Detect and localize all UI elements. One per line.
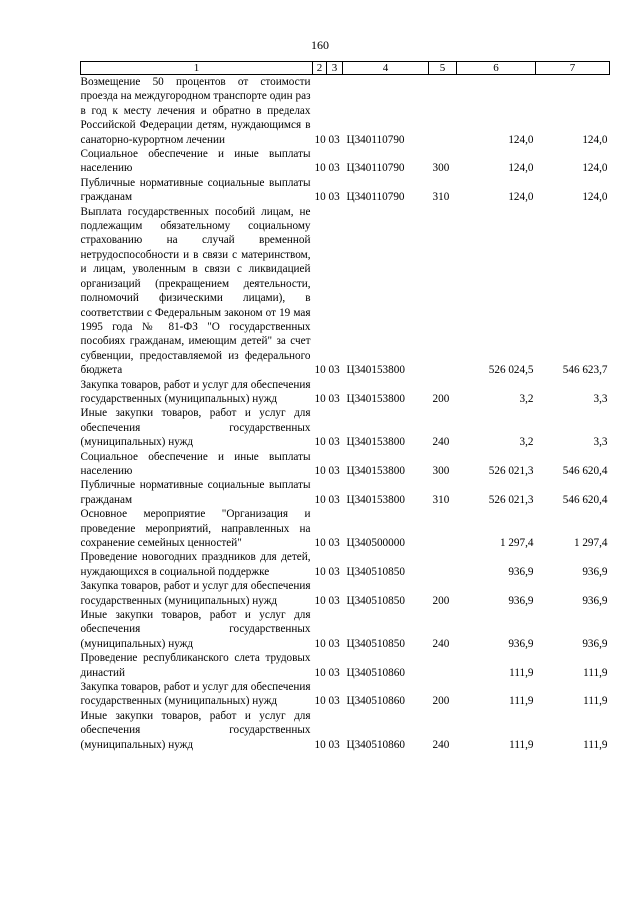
header-col-4: 4 (343, 62, 429, 75)
row-target-code: Ц340510850 (346, 565, 405, 578)
row-value-col7: 124,0 (582, 133, 608, 146)
row-value-col7: 936,9 (582, 594, 608, 607)
table-row (81, 507, 610, 550)
row-value-col6: 936,9 (508, 637, 534, 650)
table-row (81, 680, 610, 709)
row-section: 10 (314, 666, 326, 679)
row-section: 10 (314, 464, 326, 477)
row-value-col6: 124,0 (508, 162, 534, 175)
row-value-col6: 3,2 (519, 436, 534, 449)
row-value-col7: 124,0 (582, 162, 608, 175)
row-target-code: Ц340510860 (346, 666, 405, 679)
row-name: Иные закупки товаров, работ и услуг для обеспечения государственных (муниципальных) нужд (80, 709, 311, 751)
row-name: Закупка товаров, работ и услуг для обеспечения государственных (муниципальных) нужд (80, 681, 311, 708)
row-section: 10 (314, 133, 326, 146)
row-subsection: 03 (328, 493, 340, 506)
row-subsection: 03 (328, 565, 340, 578)
row-expense-type: 240 (432, 738, 450, 751)
row-expense-type: 300 (432, 464, 450, 477)
row-expense-type (429, 75, 457, 148)
row-value-col7: 111,9 (583, 666, 608, 679)
row-target-code: Ц340153800 (346, 436, 405, 449)
row-value-col6: 526 021,3 (488, 464, 534, 477)
row-section: 10 (314, 436, 326, 449)
row-section: 10 (314, 738, 326, 751)
table-row (81, 709, 610, 752)
header-col-3: 3 (327, 62, 343, 75)
row-name: Иные закупки товаров, работ и услуг для обеспечения государственных (муниципальных) нужд (80, 609, 311, 650)
header-col-1: 1 (81, 62, 313, 75)
row-subsection: 03 (328, 364, 340, 377)
row-subsection: 03 (328, 594, 340, 607)
table-row (81, 406, 610, 449)
row-section: 10 (314, 162, 326, 175)
row-name: Социальное обеспечение и иные выплаты населению (80, 450, 311, 477)
row-section: 10 (314, 364, 326, 377)
row-value-col6: 111,9 (509, 695, 534, 708)
row-expense-type: 200 (432, 695, 450, 708)
row-expense-type: 310 (432, 493, 450, 506)
row-value-col6: 124,0 (508, 133, 534, 146)
row-subsection: 03 (328, 738, 340, 751)
row-value-col6: 111,9 (509, 666, 534, 679)
row-target-code: Ц340110790 (346, 162, 405, 175)
row-expense-type: 200 (432, 392, 450, 405)
table-row (81, 450, 610, 479)
row-target-code: Ц340510860 (346, 695, 405, 708)
table-row (81, 378, 610, 407)
row-expense-type: 300 (432, 162, 450, 175)
row-value-col7: 546 620,4 (562, 464, 608, 477)
row-value-col6: 1 297,4 (499, 537, 534, 549)
row-value-col7: 546 623,7 (562, 364, 608, 377)
row-value-col6: 936,9 (508, 594, 534, 607)
row-subsection: 03 (328, 537, 340, 549)
row-value-col6: 526 021,3 (488, 493, 534, 506)
row-name: Основное мероприятие "Организация и проведение мероприятий, направленных на сохранение семейных ценностей" (80, 508, 311, 549)
row-name: Выплата государственных пособий лицам, не подлежащим обязательному социальному страхованию на случай временной нетрудоспособности и в связи с материнством, и лицам, уволенным в связи с ликвидацией организаций (прекращением деятельности, полномочий физическими лицами), в соответствии с Федеральным законом от 19 мая 1995 года № 81-ФЗ "О государственных пособиях гражданам, имеющим детей" за счет субвенции, предоставляемой из федерального бюджета (80, 205, 311, 377)
row-target-code: Ц340153800 (346, 464, 405, 477)
table-row (81, 75, 610, 148)
row-subsection: 03 (328, 392, 340, 405)
row-value-col6: 111,9 (509, 738, 534, 751)
header-col-2: 2 (313, 62, 327, 75)
row-name: Социальное обеспечение и иные выплаты населению (80, 148, 311, 175)
row-section: 10 (314, 537, 326, 549)
row-name: Проведение новогодних праздников для детей, нуждающихся в социальной поддержке (80, 551, 311, 578)
table-row (81, 579, 610, 608)
row-name: Закупка товаров, работ и услуг для обеспечения государственных (муниципальных) нужд (80, 378, 311, 405)
row-section: 10 (314, 392, 326, 405)
budget-table (80, 61, 610, 752)
row-value-col7: 936,9 (582, 565, 608, 578)
table-row (81, 147, 610, 176)
row-subsection: 03 (328, 436, 340, 449)
row-expense-type (429, 550, 457, 579)
page-number: 160 (311, 38, 329, 52)
row-value-col6: 3,2 (519, 392, 534, 405)
row-name: Публичные нормативные социальные выплаты гражданам (80, 176, 311, 204)
row-subsection: 03 (328, 191, 340, 204)
row-section: 10 (314, 493, 326, 506)
row-value-col6: 526 024,5 (488, 364, 534, 377)
header-col-6: 6 (457, 62, 536, 75)
row-subsection: 03 (328, 695, 340, 708)
row-name: Иные закупки товаров, работ и услуг для обеспечения государственных (муниципальных) нужд (80, 407, 311, 449)
row-target-code: Ц340153800 (346, 493, 405, 506)
row-section: 10 (314, 594, 326, 607)
row-value-col7: 3,3 (593, 436, 608, 449)
header-col-5: 5 (429, 62, 457, 75)
row-name: Проведение республиканского слета трудовых династий (80, 652, 311, 679)
row-section: 10 (314, 191, 326, 204)
table-row (81, 205, 610, 378)
row-section: 10 (314, 565, 326, 578)
row-value-col7: 936,9 (582, 637, 608, 650)
row-value-col7: 1 297,4 (573, 537, 608, 549)
row-section: 10 (314, 637, 326, 650)
row-value-col7: 124,0 (582, 191, 608, 204)
row-target-code: Ц340153800 (346, 392, 405, 405)
row-target-code: Ц340110790 (346, 191, 405, 204)
row-expense-type (429, 205, 457, 378)
row-subsection: 03 (328, 637, 340, 650)
row-target-code: Ц340500000 (346, 537, 405, 549)
table-header-row (81, 62, 610, 75)
row-subsection: 03 (328, 666, 340, 679)
row-target-code: Ц340510850 (346, 637, 405, 650)
row-expense-type: 310 (432, 191, 450, 204)
row-expense-type (429, 651, 457, 680)
row-value-col7: 111,9 (583, 695, 608, 708)
row-expense-type: 200 (432, 594, 450, 607)
row-expense-type: 240 (432, 637, 450, 650)
row-subsection: 03 (328, 464, 340, 477)
row-name: Закупка товаров, работ и услуг для обеспечения государственных (муниципальных) нужд (80, 580, 311, 607)
row-value-col7: 3,3 (593, 392, 608, 405)
row-subsection: 03 (328, 162, 340, 175)
row-value-col7: 111,9 (583, 738, 608, 751)
table-row (81, 176, 610, 205)
table-row (81, 550, 610, 579)
table-row (81, 478, 610, 507)
header-col-7: 7 (536, 62, 610, 75)
row-target-code: Ц340510860 (346, 738, 405, 751)
row-value-col7: 546 620,4 (562, 493, 608, 506)
row-section: 10 (314, 695, 326, 708)
row-subsection: 03 (328, 133, 340, 146)
row-target-code: Ц340153800 (346, 364, 405, 377)
row-value-col6: 936,9 (508, 565, 534, 578)
row-name: Публичные нормативные социальные выплаты гражданам (80, 479, 311, 506)
table-row (81, 651, 610, 680)
row-target-code: Ц340110790 (346, 133, 405, 146)
row-expense-type: 240 (432, 436, 450, 449)
table-body (81, 75, 610, 753)
table-row (81, 608, 610, 651)
row-name: Возмещение 50 процентов от стоимости проезда на междугородном транспорте один раз в год к месту лечения и обратно в пределах Российской Федерации детям, нуждающимся в санаторно-курортном лечении (80, 76, 311, 146)
row-expense-type (429, 507, 457, 550)
row-target-code: Ц340510850 (346, 594, 405, 607)
row-value-col6: 124,0 (508, 191, 534, 204)
